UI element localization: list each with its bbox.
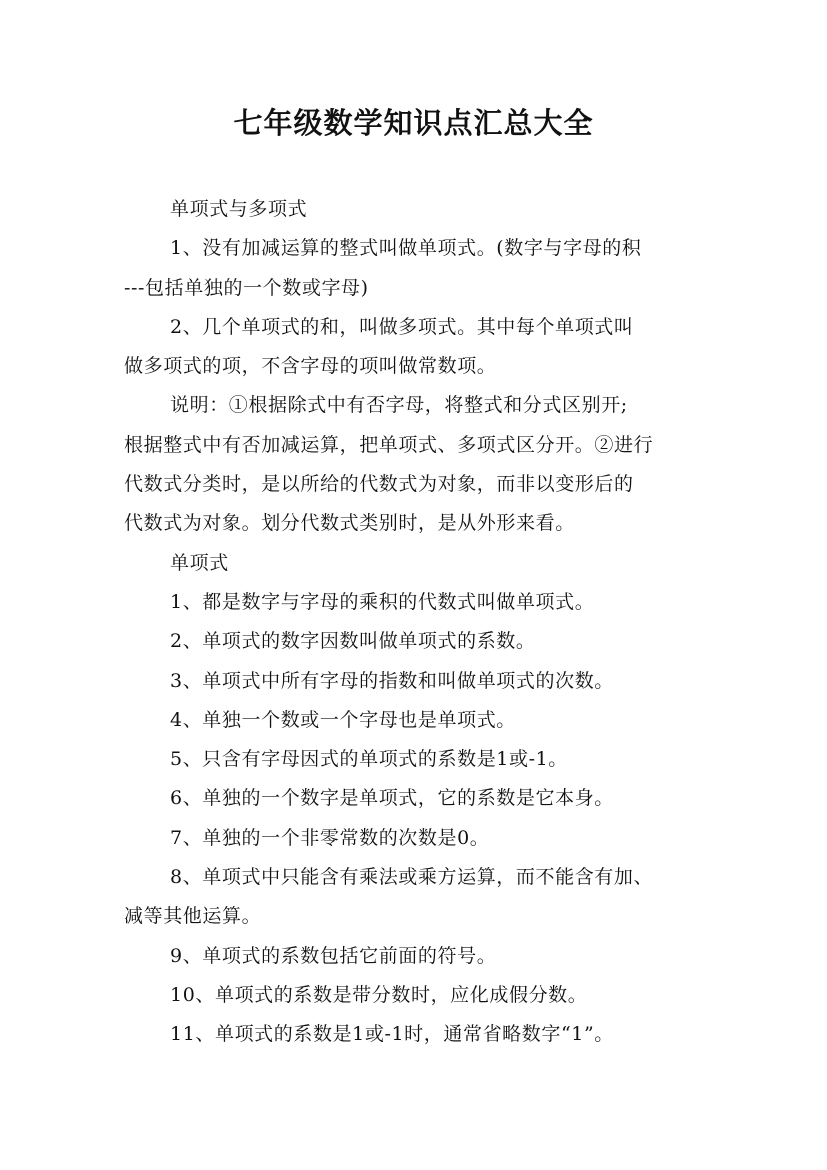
text-line: 单项式与多项式 — [170, 198, 308, 220]
text-line: 代数式分类时，是以所给的代数式为对象，而非以变形后的 — [124, 473, 634, 496]
text-line: 11、单项式的系数是1或-1时，通常省略数字“1”。 — [170, 1023, 614, 1046]
text-line: 9、单项式的系数包括它前面的符号。 — [170, 944, 497, 967]
text-line: 8、单项式中只能含有乘法或乘方运算，而不能含有加、 — [170, 866, 654, 889]
text-line: ---包括单独的一个数或字母) — [124, 276, 369, 299]
text-line: 代数式为对象。划分代数式类别时，是从外形来看。 — [124, 512, 575, 535]
text-line: 4、单独一个数或一个字母也是单项式。 — [170, 708, 516, 731]
page-title: 七年级数学知识点汇总大全 — [233, 106, 594, 140]
text-line: 7、单独的一个非零常数的次数是0。 — [170, 826, 490, 849]
text-line: 单项式 — [170, 551, 229, 574]
text-line: 做多项式的项，不含字母的项叫做常数项。 — [124, 355, 497, 378]
text-line: 1、没有加减运算的整式叫做单项式。(数字与字母的积 — [170, 237, 642, 260]
text-line: 3、单项式中所有字母的指数和叫做单项式的次数。 — [170, 669, 614, 692]
text-line: 根据整式中有否加减运算，把单项式、多项式区分开。②进行 — [124, 433, 654, 456]
text-line: 10、单项式的系数是带分数时，应化成假分数。 — [170, 983, 588, 1006]
text-line: 2、几个单项式的和，叫做多项式。其中每个单项式叫 — [170, 315, 634, 338]
text-line: 2、单项式的数字因数叫做单项式的系数。 — [170, 630, 536, 653]
text-line: 说明：①根据除式中有否字母，将整式和分式区别开; — [170, 394, 628, 417]
text-line: 减等其他运算。 — [124, 905, 262, 928]
document-body — [124, 190, 714, 1055]
text-line: 6、单独的一个数字是单项式，它的系数是它本身。 — [170, 787, 614, 810]
text-line: 5、只含有字母因式的单项式的系数是1或-1。 — [170, 748, 568, 771]
text-line: 1、都是数字与字母的乘积的代数式叫做单项式。 — [170, 590, 595, 613]
